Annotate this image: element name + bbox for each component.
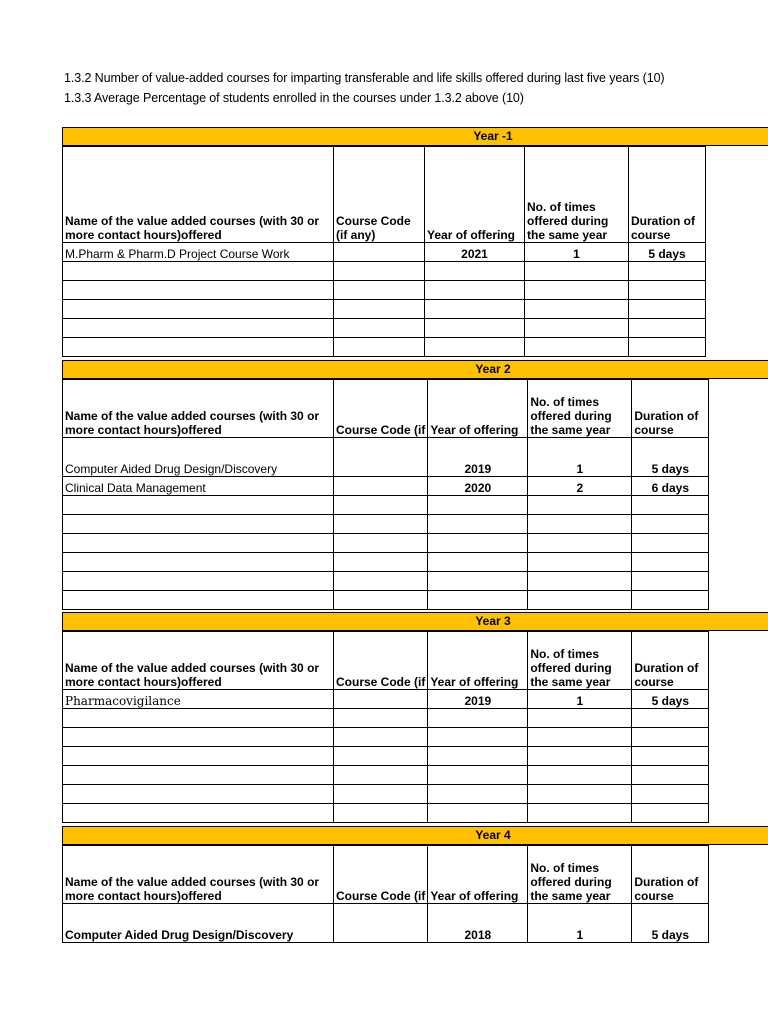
cell-year: 2019 [428,438,528,477]
cell-name [63,262,334,281]
col-header-times: No. of times offered during the same year [528,846,632,904]
header-row [63,380,709,438]
table-row [63,804,709,823]
table-row [63,281,706,300]
table-row [63,572,709,591]
cell-code [334,300,425,319]
year-label: Year 4 [475,828,511,842]
cell-code [334,338,425,357]
cell-year [425,319,525,338]
cell-times: 1 [528,904,632,943]
cell-name [63,572,334,591]
cell-year [428,572,528,591]
cell-year [428,804,528,823]
header-row [63,147,706,243]
table-row [63,785,709,804]
cell-year: 2020 [428,477,528,496]
cell-code [334,591,428,610]
year-band [62,612,768,631]
table-row [63,709,709,728]
cell-code [334,904,428,943]
col-header-duration: Duration of course [629,147,706,243]
cell-code [334,515,428,534]
cell-year [428,591,528,610]
cell-name: M.Pharm & Pharm.D Project Course Work [63,243,334,262]
cell-times [528,591,632,610]
table-row [63,690,709,709]
year-band [62,127,768,146]
table-row [63,496,709,515]
table-row [63,553,709,572]
cell-times [525,262,629,281]
cell-code [334,690,428,709]
cell-name: Computer Aided Drug Design/Discovery [63,904,334,943]
cell-name [63,747,334,766]
cell-times [528,766,632,785]
cell-name [63,785,334,804]
cell-year [428,766,528,785]
cell-year [428,728,528,747]
course-table [62,631,709,823]
cell-name [63,534,334,553]
table-row [63,766,709,785]
cell-code [334,785,428,804]
cell-duration: 5 days [632,904,709,943]
col-header-times: No. of times offered during the same year [525,147,629,243]
col-header-name: Name of the value added courses (with 30 or more contact hours)offered [63,380,334,438]
cell-name [63,515,334,534]
cell-year: 2019 [428,690,528,709]
cell-duration [632,534,709,553]
cell-duration [632,747,709,766]
cell-duration [632,515,709,534]
cell-duration [632,766,709,785]
cell-times [528,728,632,747]
cell-times [528,515,632,534]
cell-name [63,766,334,785]
cell-times [528,572,632,591]
cell-times [528,534,632,553]
cell-name [63,553,334,572]
col-header-name: Name of the value added courses (with 30 or more contact hours)offered [63,846,334,904]
cell-year [428,515,528,534]
col-header-year: Year of offering [428,632,528,690]
header-row [63,632,709,690]
cell-code [334,496,428,515]
table-row [63,728,709,747]
table-row [63,477,709,496]
table-row [63,534,709,553]
cell-code [334,281,425,300]
cell-times [525,300,629,319]
cell-year [425,281,525,300]
year-band [62,826,768,845]
cell-times [525,281,629,300]
cell-code [334,728,428,747]
cell-duration [632,804,709,823]
cell-code [334,747,428,766]
cell-duration: 6 days [632,477,709,496]
year-label: Year 2 [475,362,511,376]
col-header-code: Course Code (if any) [334,147,425,243]
col-header-code: Course Code (if [334,632,428,690]
cell-name [63,728,334,747]
cell-code [334,243,425,262]
cell-name [63,591,334,610]
cell-name [63,338,334,357]
cell-duration [632,572,709,591]
cell-duration [632,496,709,515]
criterion-1-3-3-text: 1.3.3 Average Percentage of students enrolled in the courses under 1.3.2 above (10) [64,91,524,105]
cell-duration [629,300,706,319]
cell-code [334,262,425,281]
cell-code [334,572,428,591]
cell-code [334,804,428,823]
year-label: Year 3 [475,614,511,628]
course-table [62,845,709,943]
table-row [63,319,706,338]
cell-times [525,338,629,357]
cell-year [425,338,525,357]
cell-year [428,534,528,553]
cell-duration [629,281,706,300]
table-row [63,904,709,943]
cell-name [63,496,334,515]
cell-year: 2018 [428,904,528,943]
year-band [62,360,768,379]
table-row [63,515,709,534]
cell-times [528,785,632,804]
cell-duration: 5 days [629,243,706,262]
cell-times [528,709,632,728]
cell-duration: 5 days [632,690,709,709]
cell-year [428,709,528,728]
cell-code [334,709,428,728]
cell-times [525,319,629,338]
year-label: Year -1 [473,129,513,143]
course-table [62,146,706,357]
cell-year [428,496,528,515]
cell-year [428,747,528,766]
cell-duration [632,728,709,747]
cell-year: 2021 [425,243,525,262]
cell-name [63,281,334,300]
cell-name [63,709,334,728]
cell-year [428,553,528,572]
col-header-duration: Duration of course [632,846,709,904]
col-header-duration: Duration of course [632,380,709,438]
col-header-name: Name of the value added courses (with 30 or more contact hours)offered [63,147,334,243]
header-row [63,846,709,904]
cell-code [334,534,428,553]
cell-times: 1 [528,438,632,477]
col-header-duration: Duration of course [632,632,709,690]
cell-duration [632,591,709,610]
cell-duration [632,785,709,804]
cell-year [425,300,525,319]
cell-times: 1 [525,243,629,262]
cell-year [425,262,525,281]
cell-code [334,477,428,496]
cell-code [334,766,428,785]
table-row [63,300,706,319]
cell-code [334,438,428,477]
cell-duration [629,319,706,338]
cell-code [334,553,428,572]
table-row [63,591,709,610]
cell-code [334,319,425,338]
cell-year [428,785,528,804]
cell-name: Clinical Data Management [63,477,334,496]
cell-times [528,804,632,823]
cell-name: Computer Aided Drug Design/Discovery [63,438,334,477]
cell-times [528,496,632,515]
cell-name [63,319,334,338]
col-header-name: Name of the value added courses (with 30 or more contact hours)offered [63,632,334,690]
col-header-year: Year of offering [425,147,525,243]
cell-times: 2 [528,477,632,496]
col-header-year: Year of offering [428,846,528,904]
col-header-year: Year of offering [428,380,528,438]
table-row [63,262,706,281]
table-row [63,338,706,357]
cell-name [63,804,334,823]
cell-name [63,300,334,319]
course-table [62,379,709,610]
cell-duration [632,553,709,572]
col-header-times: No. of times offered during the same year [528,632,632,690]
cell-duration [632,709,709,728]
criterion-1-3-2-text: 1.3.2 Number of value-added courses for imparting transferable and life skills offered during last five years (10) [64,71,665,85]
cell-times [528,553,632,572]
cell-name: Pharmacovigilance [63,690,334,709]
col-header-code: Course Code (if [334,380,428,438]
col-header-times: No. of times offered during the same year [528,380,632,438]
cell-times [528,747,632,766]
cell-times: 1 [528,690,632,709]
cell-duration: 5 days [632,438,709,477]
col-header-code: Course Code (if [334,846,428,904]
table-row [63,747,709,766]
table-row [63,438,709,477]
table-row [63,243,706,262]
cell-duration [629,338,706,357]
cell-duration [629,262,706,281]
